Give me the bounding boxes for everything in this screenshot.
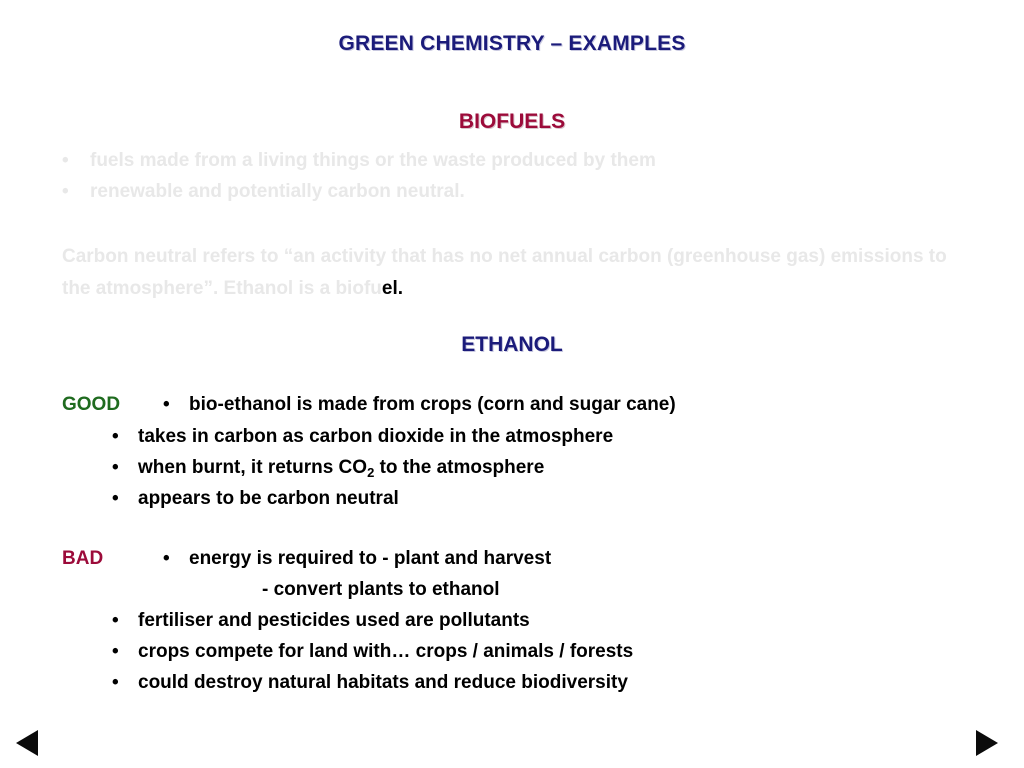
good-point-4 [112,488,399,510]
good-point-2-text: takes in carbon as carbon dioxide in the atmosphere [138,426,614,447]
bullet-icon: • [112,641,119,662]
bad-point-3-text: fertiliser and pesticides used are pollutants [138,610,530,631]
bullet-icon: • [62,181,69,202]
previous-slide-button[interactable] [16,730,48,758]
section-heading-ethanol: ETHANOL [461,333,563,356]
triangle-left-icon [16,730,38,756]
bullet-icon: • [163,548,170,569]
bullet-icon: • [62,150,69,171]
bullet-icon: • [112,672,119,693]
biofuel-bullet-1 [62,150,656,172]
good-point-3-text: when burnt, it returns CO [138,457,368,478]
biofuel-bullet-2 [62,181,465,203]
bad-point-2 [262,579,500,601]
bad-point-5 [112,672,628,694]
bad-point-5-text: could destroy natural habitats and reduce biodiversity [138,672,628,693]
bullet-icon: • [112,488,119,509]
good-point-3 [112,457,544,479]
bad-point-3 [112,610,530,632]
bad-point-1 [163,548,551,570]
bad-point-4 [112,641,633,663]
bad-point-1-text: energy is required to - plant and harvest [189,548,552,569]
bad-point-4-text: crops compete for land with… crops / animals / forests [138,641,634,662]
good-point-1-text: bio-ethanol is made from crops (corn and sugar cane) [189,394,676,415]
bad-point-2-text: - convert plants to ethanol [262,579,500,600]
bullet-icon: • [112,610,119,631]
good-point-1 [163,394,676,416]
carbon-neutral-paragraph-body: Carbon neutral refers to “an activity that has no net annual carbon (greenhouse gas) emissions to the atmosphere”. Ethanol is a biofu [62,246,947,299]
good-point-3-subscript: 2 [367,465,375,480]
bullet-icon: • [163,394,170,415]
biofuel-bullet-2-text: renewable and potentially carbon neutral. [90,181,465,202]
triangle-right-icon [976,730,998,756]
section-heading-biofuels: BIOFUELS [458,110,566,133]
page-title: GREEN CHEMISTRY – EXAMPLES [338,32,686,55]
good-point-3-tail: to the atmosphere [374,457,545,478]
carbon-neutral-paragraph-tail: el. [381,278,403,299]
biofuel-bullet-1-text: fuels made from a living things or the waste produced by them [90,150,656,171]
carbon-neutral-paragraph [62,241,962,305]
bullet-icon: • [112,457,119,478]
bullet-icon: • [112,426,119,447]
good-point-2 [112,426,613,448]
good-point-4-text: appears to be carbon neutral [138,488,399,509]
next-slide-button[interactable] [976,730,1008,758]
good-label: GOOD [62,394,121,415]
bad-label: BAD [62,548,104,569]
